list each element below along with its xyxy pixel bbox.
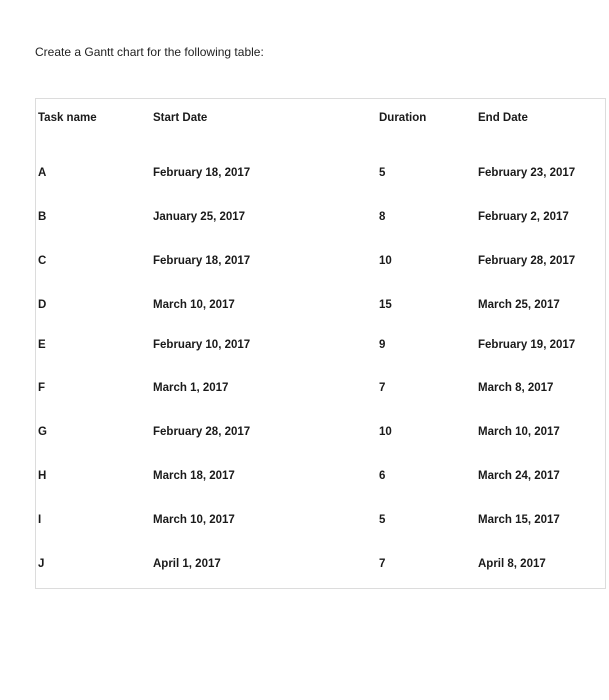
row-duration: 9: [379, 339, 386, 351]
row-end-date: March 25, 2017: [478, 299, 560, 311]
header-end-date: End Date: [478, 112, 528, 124]
row-duration: 10: [379, 255, 392, 267]
prompt-text: Create a Gantt chart for the following table:: [35, 45, 264, 59]
row-duration: 6: [379, 470, 386, 482]
row-duration: 7: [379, 558, 386, 570]
row-task: E: [38, 339, 46, 351]
row-end-date: March 24, 2017: [478, 470, 560, 482]
row-task: B: [38, 211, 47, 223]
header-start-date: Start Date: [153, 112, 208, 124]
row-start-date: March 18, 2017: [153, 470, 235, 482]
row-start-date: April 1, 2017: [153, 558, 221, 570]
row-end-date: February 23, 2017: [478, 167, 576, 179]
row-duration: 5: [379, 167, 386, 179]
row-end-date: February 19, 2017: [478, 339, 576, 351]
row-end-date: March 8, 2017: [478, 382, 554, 394]
row-duration: 15: [379, 299, 392, 311]
row-task: J: [38, 558, 45, 570]
row-start-date: February 10, 2017: [153, 339, 251, 351]
row-start-date: January 25, 2017: [153, 211, 246, 223]
row-task: H: [38, 470, 47, 482]
row-task: A: [38, 167, 47, 179]
row-duration: 10: [379, 426, 392, 438]
row-start-date: February 18, 2017: [153, 167, 251, 179]
row-end-date: February 28, 2017: [478, 255, 576, 267]
row-task: I: [38, 514, 42, 526]
row-task: F: [38, 382, 46, 394]
row-duration: 7: [379, 382, 386, 394]
row-start-date: March 1, 2017: [153, 382, 229, 394]
row-end-date: April 8, 2017: [478, 558, 546, 570]
task-table: [35, 98, 606, 589]
row-start-date: March 10, 2017: [153, 299, 235, 311]
row-task: G: [38, 426, 47, 438]
row-end-date: March 10, 2017: [478, 426, 560, 438]
row-start-date: February 18, 2017: [153, 255, 251, 267]
row-duration: 8: [379, 211, 386, 223]
row-task: D: [38, 299, 47, 311]
header-task-name: Task name: [38, 112, 97, 124]
header-duration: Duration: [379, 112, 427, 124]
row-task: C: [38, 255, 47, 267]
row-end-date: March 15, 2017: [478, 514, 560, 526]
row-start-date: February 28, 2017: [153, 426, 251, 438]
row-start-date: March 10, 2017: [153, 514, 235, 526]
row-duration: 5: [379, 514, 386, 526]
row-end-date: February 2, 2017: [478, 211, 569, 223]
